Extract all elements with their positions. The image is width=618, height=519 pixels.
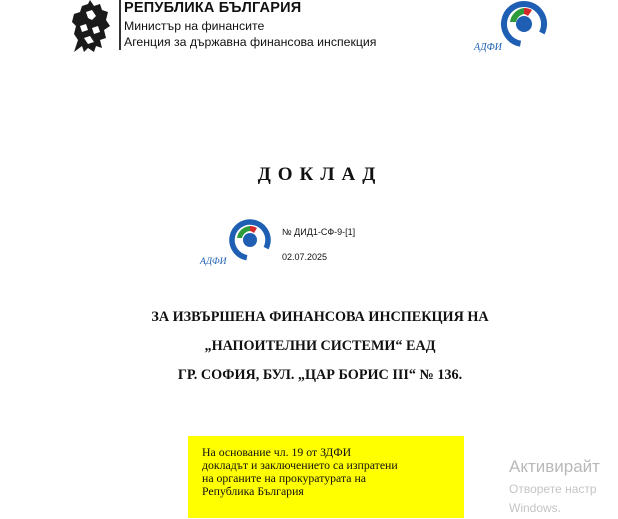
windows-activation-title: Активирайт xyxy=(509,457,600,476)
adfi-logo-icon xyxy=(470,0,556,56)
coat-of-arms-lion-icon xyxy=(66,0,114,54)
document-title: ДОКЛАД xyxy=(257,164,383,185)
document-date: 02.07.2025 xyxy=(282,252,328,262)
subject-line: „НАПОИТЕЛНИ СИСТЕМИ“ ЕАД xyxy=(204,338,436,354)
mid-logo-text: АДФИ xyxy=(200,257,227,267)
notice-line: Република България xyxy=(202,484,304,498)
header-country: РЕПУБЛИКА БЪЛГАРИЯ xyxy=(124,0,302,16)
windows-activation-text: Windows. xyxy=(509,501,562,515)
header-divider xyxy=(119,0,121,50)
adfi-logo-small-icon xyxy=(198,218,278,268)
notice-line: докладът и заключението са изпратени xyxy=(202,458,398,472)
header-agency: Агенция за държавна финансова инспекция xyxy=(124,35,377,49)
notice-line: На основание чл. 19 от ЗДФИ xyxy=(202,445,352,459)
windows-activation-link[interactable]: Отворете настр xyxy=(509,482,597,496)
notice-line: на органите на прокуратурата на xyxy=(202,471,366,485)
document-number: № ДИД1-СФ-9-[1] xyxy=(282,227,356,237)
subject-line: ГР. СОФИЯ, БУЛ. „ЦАР БОРИС III“ № 136. xyxy=(177,367,463,383)
prosecution-notice-box xyxy=(188,436,464,518)
subject-line: ЗА ИЗВЪРШЕНА ФИНАНСОВА ИНСПЕКЦИЯ НА xyxy=(151,309,489,325)
header-ministry: Министър на финансите xyxy=(124,19,265,33)
top-logo-text: АДФИ xyxy=(474,42,502,53)
